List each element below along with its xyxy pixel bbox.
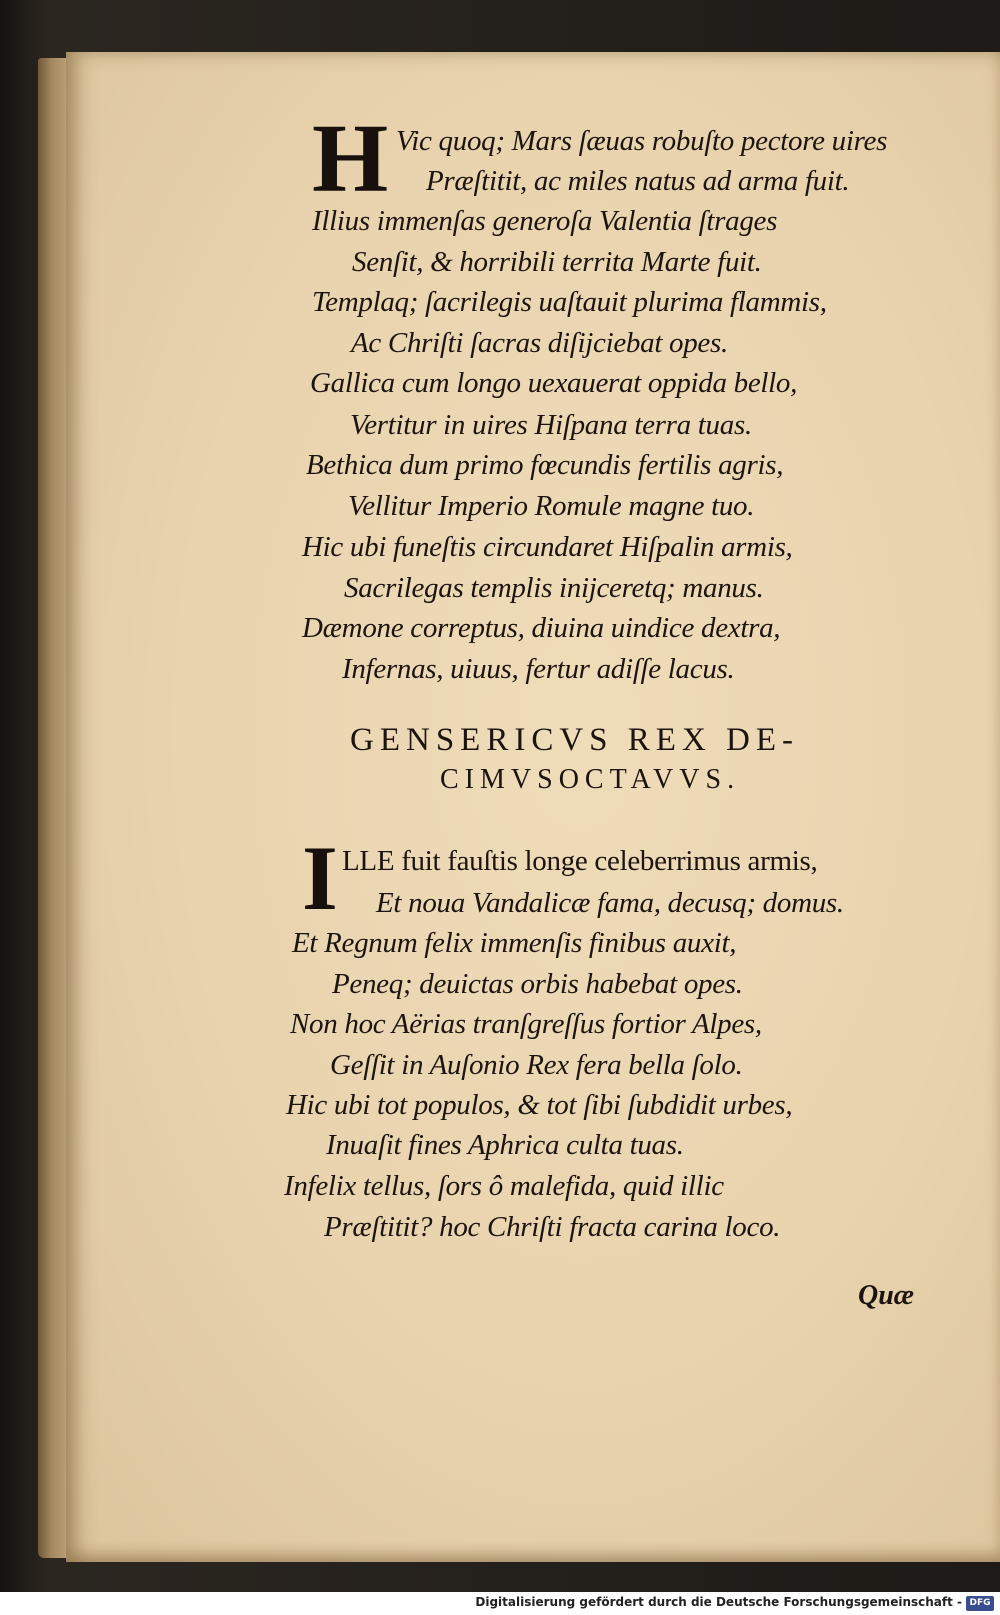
poem2-line-8: Inuaſit fines Aphrica culta tuas. — [326, 1129, 684, 1161]
poem2-line-9: Infelix tellus, ſors ô malefida, quid illic — [284, 1170, 724, 1202]
poem1-line-14: Infernas, uiuus, fertur adiſſe lacus. — [342, 653, 735, 685]
poem1-line-11: Hic ubi funeſtis circundaret Hiſpalin armis, — [302, 531, 793, 563]
poem2-line-3: Et Regnum felix immenſis finibus auxit, — [292, 927, 737, 959]
poem1-line-13: Dæmone correptus, diuina uindice dextra, — [302, 612, 781, 644]
drop-cap-i: I — [302, 827, 338, 929]
poem1-line-10: Vellitur Imperio Romule magne tuo. — [348, 490, 755, 522]
catchword: Quæ — [858, 1280, 915, 1311]
poem1-line-6: Ac Chriſti ſacras diſijciebat opes. — [351, 327, 728, 359]
poem2-line-7: Hic ubi tot populos, & tot ſibi ſubdidit urbes, — [286, 1089, 793, 1121]
footer-credit-text: Digitalisierung gefördert durch die Deutsche Forschungsgemeinschaft - — [475, 1595, 962, 1609]
drop-cap-h: H — [312, 105, 389, 213]
poem1-line-8: Vertitur in uires Hiſpana terra tuas. — [350, 409, 752, 441]
poem2-line-4: Peneq; deuictas orbis habebat opes. — [332, 968, 743, 1000]
poem1-line-4: Senſit, & horribili territa Marte fuit. — [352, 246, 762, 278]
book-page — [66, 52, 1000, 1562]
section-heading-line-2: CIMVSOCTAVVS. — [440, 764, 741, 795]
poem1-line-7: Gallica cum longo uexauerat oppida bello, — [310, 367, 798, 399]
poem1-line-2: Præſtitit, ac miles natus ad arma fuit. — [426, 165, 850, 197]
poem2-line-5: Non hoc Aërias tranſgreſſus fortior Alpes, — [290, 1008, 762, 1040]
poem2-line-6: Geſſit in Auſonio Rex fera bella ſolo. — [330, 1049, 743, 1081]
footer-bar — [0, 1592, 1000, 1615]
poem2-line-2: Et noua Vandalicæ fama, decusq; domus. — [376, 887, 844, 919]
poem1-line-5: Templaq; ſacrilegis uaſtauit plurima flammis, — [312, 286, 827, 318]
section-heading-line-1: GENSERICVS REX DE- — [350, 722, 800, 758]
poem2-line-10: Præſtitit? hoc Chriſti fracta carina loco. — [324, 1211, 781, 1243]
poem1-line-9: Bethica dum primo fœcundis fertilis agris, — [306, 449, 784, 481]
poem1-line-12: Sacrilegas templis inijceretq; manus. — [344, 572, 764, 604]
dfg-logo-icon: DFG — [966, 1596, 994, 1611]
poem2-line-1: LLE fuit fauſtis longe celeberrimus armis, — [342, 845, 818, 877]
poem1-line-3: Illius immenſas generoſa Valentia ſtrages — [312, 205, 778, 237]
poem1-line-1: Vic quoq; Mars ſæuas robuſto pectore uires — [396, 125, 888, 157]
